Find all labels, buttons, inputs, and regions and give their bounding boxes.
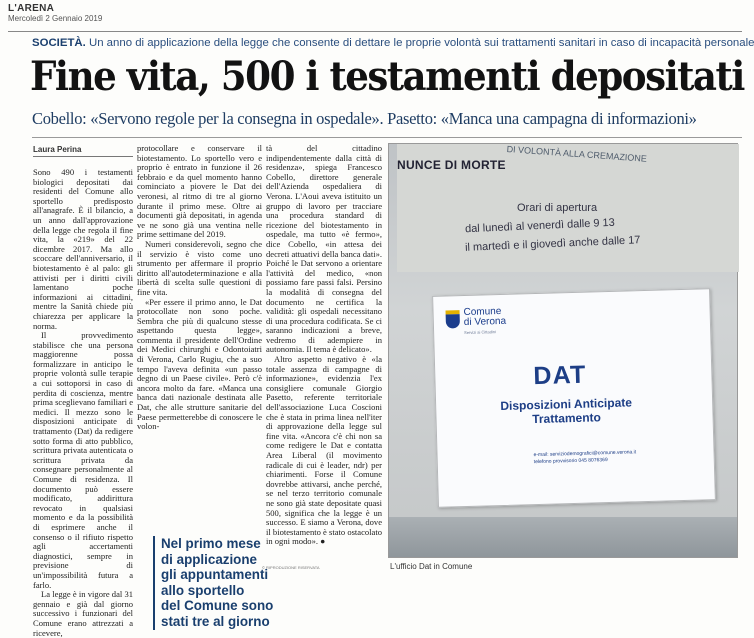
pull-quote-line: allo sportello bbox=[161, 582, 245, 598]
top-divider bbox=[8, 31, 742, 32]
dat-sign bbox=[432, 288, 716, 508]
photo-caption: L'ufficio Dat in Comune bbox=[390, 562, 473, 571]
pull-quote-line: stati tre al giorno bbox=[161, 613, 270, 629]
paragraph: «Per essere il primo anno, le Dat protocollate non sono poche. Sembra che più di qualcuno stesse aspettando questa legge», commenta il presidente dell'Ordine dei Medici chirurghi e Odontoiatri di Verona, Carlo Rugiu, che a suo tempo l'aveva definita «un passo degno di un Paese civile». Però c'è ancora molto da fare. «Manca una banca dati nazionale destinata alle Dat, che alle strutture sanitarie del Paese permetterebbe di conoscere le volon- bbox=[137, 296, 262, 432]
paragraph: tà del cittadino indipendentemente dalla città di residenza», spiega Francesco Cobello, direttore generale dell'Azienda ospedaliera di Verona. L'Aoui aveva istituito un gruppo di lavoro per tracciare una procedura standard di ricezione del biotestamento in ospedale, ma tutto «è fermo», dice Cobello, «in attesa dei decreti attuativi della banca dati». Poiché le Dat servono a orientare l'attività del medico, «non possiamo fare passi falsi. Persino la modalità di consegna del documento ne certifica la validità: gli ospedali necessitano di una procedura codificata. Se ci saranno indicazioni a breve, vedremo di adempiere in autonomia. Il tema è delicato». bbox=[266, 143, 382, 355]
paragraph: Sono 490 i testamenti biologici depositati dai residenti del Comune allo sportello predisposto all'anagrafe. È il bilancio, a un anno dall'approvazione della legge che regola il fine vita, la «219» del 22 dicembre 2017. Ma allo scoccare dell'anniversario, il biotestamento è al palo: gli attivisti per i diritti civili lamentano poche informazioni ai cittadini, mentre la Sanità chiede più chiarezza per applicare la norma. bbox=[33, 167, 133, 331]
masthead bbox=[8, 3, 102, 23]
board-hours-line: il martedì e il giovedì anche dalle 17 bbox=[464, 234, 641, 254]
byline-divider bbox=[33, 156, 133, 157]
board-header: DI VOLONTÀ ALLA CREMAZIONE bbox=[506, 144, 648, 164]
dat-title: DAT bbox=[532, 360, 587, 391]
subheadline: Cobello: «Servono regole per la consegna in ospedale». Pasetto: «Manca una campagna di informazioni» bbox=[32, 109, 697, 128]
pull-quote-line: gli appuntamenti bbox=[161, 567, 269, 583]
comune-crest-icon bbox=[446, 310, 460, 328]
notice-board bbox=[397, 144, 739, 272]
dat-subtitle bbox=[466, 394, 667, 428]
section-label: SOCIETÀ. bbox=[32, 37, 86, 49]
paper-date: Mercoledì 2 Gennaio 2019 bbox=[8, 14, 103, 23]
paragraph: protocollare e conservare il biotestamento. Lo sportello vero e proprio è entrato in funzione il 26 febbraio e da quel momento hanno cominciato a piovere le Dat dei veronesi, al ritmo di tre al giorno durante il primo mese. Oltre ai documenti già depositati, in agenda ve ne sono già una ventina nelle prime settimane del 2019. bbox=[137, 143, 262, 240]
kicker-text: Un anno di applicazione della legge che consente di dettare le proprie volontà sui trattamenti sanitari in caso di incapacità personale bbox=[85, 37, 754, 49]
pull-quote-line: di applicazione bbox=[161, 551, 257, 567]
paragraph: Il provvedimento stabilisce che una persona maggiorenne possa formalizzare in anticipo le proprie volontà sulle terapie a cui sottoporsi in caso di perdita di coscienza, mentre prima sceglievano familiari e medici. Il mezzo sono le disposizioni anticipate di trattamento (Dat) da redigere sotto forma di atto pubblico, scrittura privata autenticata o scrittura privata da consegnare personalmente al Comune di residenza. Il documento può essere modificato, addirittura revocato in qualsiasi momento e da la possibilità di esprimere anche il consenso o il rifiuto rispetto agli accertamenti diagnostici, sempre in previsione di un'impossibilità futura a farlo. bbox=[33, 330, 133, 590]
dat-subtitle-line: Trattamento bbox=[532, 410, 602, 427]
paper-name: L'ARENA bbox=[8, 3, 55, 14]
subhead-divider bbox=[32, 137, 742, 138]
article-column-2 bbox=[137, 144, 262, 534]
sign-email: e-mail: serviziodemografici@comune.verona.it bbox=[533, 449, 637, 459]
paragraph: Altro aspetto negativo è «la totale assenza di campagne di informazione», evidenzia l'ex consigliere comunale Giorgio Pasetto, referente territoriale dell'associazione Luca Coscioni che è stata in prima linea nell'iter di approvazione della legge sul fine vita. «Ancora c'è chi non sa come redigere le Dat e contatta Area Liberal (il movimento radicale di cui è leader, ndr) per chiarimenti. Forse il Comune dovrebbe attivarsi, anche perché, se nel terzo territorio comunale ne sono già state depositate quasi 500, significa che la legge è un successo. E siamo a Verona, dove il biotestamento è stato ostacolato in ogni modo». ● bbox=[266, 354, 382, 547]
byline: Laura Perina bbox=[33, 145, 82, 154]
comune-logo bbox=[463, 307, 506, 328]
copyright-credit: © RIPRODUZIONE RISERVATA bbox=[262, 565, 320, 570]
board-title: NUNCE DI MORTE bbox=[397, 158, 506, 172]
paragraph: Numeri considerevoli, segno che il servizio è visto come uno strumento per affermare il proprio diritto all'autodeterminazione e alla libertà di scelta sulle questioni di fine vita. bbox=[137, 238, 262, 297]
board-hours-line: dal lunedì al venerdì dalle 9 13 bbox=[464, 216, 616, 236]
board-hours-title: Orari di apertura bbox=[517, 202, 598, 214]
kicker bbox=[32, 37, 754, 49]
article-column-3 bbox=[266, 144, 382, 564]
comune-logo-line: di Verona bbox=[463, 315, 507, 329]
office-photo bbox=[388, 143, 738, 558]
article-column-1 bbox=[33, 167, 133, 638]
pull-quote-line: Nel primo mese bbox=[161, 536, 261, 551]
pull-quote-line: del Comune sono bbox=[161, 598, 274, 614]
sign-contact bbox=[533, 449, 636, 466]
headline: Fine vita, 500 i testamenti depositati bbox=[30, 53, 744, 100]
dat-subtitle-line: Disposizioni Anticipate bbox=[500, 395, 633, 414]
comune-logo-line: Comune bbox=[463, 305, 502, 319]
paragraph: La legge è in vigore dal 31 gennaio e già dal giorno successivo i funzionari del Comune erano attrezzati a ricevere, bbox=[33, 589, 133, 638]
pull-quote bbox=[153, 536, 274, 630]
sign-phone: telefono provvisorio 045 8076369 bbox=[533, 457, 608, 466]
comune-logo-sub: Servizi ai Cittadini bbox=[464, 329, 496, 336]
photo-floor bbox=[389, 517, 737, 557]
